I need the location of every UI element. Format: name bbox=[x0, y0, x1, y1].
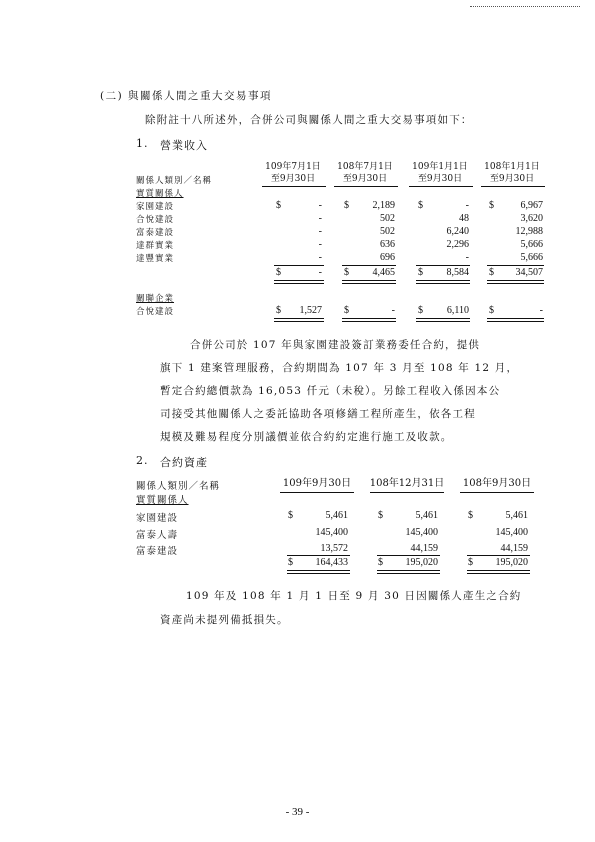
s1-cell: 5,666 bbox=[520, 239, 543, 250]
s2-dollar-sign: $ bbox=[288, 557, 293, 568]
s1-cell: 8,584 bbox=[446, 267, 469, 278]
s1-cell: 34,507 bbox=[515, 267, 543, 278]
s2-number: 2. bbox=[136, 454, 149, 467]
s1-dollar-sign: $ bbox=[344, 267, 349, 278]
s1-cell: - bbox=[318, 267, 322, 278]
s2-dollar-sign: $ bbox=[378, 557, 383, 568]
s1-row-name: 達群實業 bbox=[136, 241, 175, 251]
intro-text: 除附註十八所述外，合併公司與關係人間之重大交易事項如下： bbox=[145, 114, 473, 126]
s2-title: 合約資產 bbox=[160, 456, 208, 469]
s2-row-name: 富泰建設 bbox=[136, 546, 179, 557]
s2-dollar-sign: $ bbox=[468, 510, 473, 521]
s1-paragraph-line: 暫定合約總價款為 16,053 仟元（未稅）。另餘工程收入係因本公 bbox=[160, 385, 501, 397]
s2-cell: 145,400 bbox=[315, 527, 348, 538]
s2-cell: 44,159 bbox=[500, 543, 528, 554]
s1-assoc-double-rule bbox=[487, 318, 544, 322]
page-number: - 39 - bbox=[285, 806, 310, 818]
s1-total-double-rule bbox=[487, 280, 544, 284]
s2-paragraph-line: 資產尚未提列備抵損失。 bbox=[160, 614, 289, 626]
s2-row-name: 富泰人壽 bbox=[136, 530, 179, 541]
s2-cell: 13,572 bbox=[320, 543, 348, 554]
s1-paragraph-line: 司接受其他關係人之委託協助各項修繕工程所產生，依各工程 bbox=[160, 408, 476, 420]
s1-paragraph-line: 合併公司於 107 年與家園建設簽訂業務委任合約，提供 bbox=[190, 339, 481, 351]
s2-dollar-sign: $ bbox=[288, 510, 293, 521]
s2-header-label: 關係人類別／名稱 bbox=[136, 481, 221, 492]
s2-col-rule-1 bbox=[280, 492, 354, 493]
s2-cell: 44,159 bbox=[410, 543, 438, 554]
s2-dollar-sign: $ bbox=[468, 557, 473, 568]
s1-cell: 48 bbox=[459, 213, 469, 224]
s1-dollar-sign: $ bbox=[489, 267, 494, 278]
s2-group1-label: 實質關係人 bbox=[136, 495, 189, 506]
s1-col-header-1: 109年7月1日 至9月30日 bbox=[265, 162, 321, 184]
s1-row-name: 富泰建設 bbox=[136, 228, 175, 238]
s1-col-rule-4 bbox=[481, 186, 545, 187]
s2-sum-rule bbox=[287, 555, 350, 556]
s1-assoc-double-rule bbox=[416, 318, 470, 322]
s1-total-double-rule bbox=[274, 280, 324, 284]
s1-group2-label: 關聯企業 bbox=[136, 294, 175, 304]
s1-cell: 2,296 bbox=[446, 239, 469, 250]
s2-col-header-1: 109年9月30日 bbox=[282, 478, 352, 489]
s1-col-header-4: 108年1月1日 至9月30日 bbox=[484, 162, 540, 184]
s1-dollar-sign: $ bbox=[489, 305, 494, 316]
s1-col-header-2: 108年7月1日 至9月30日 bbox=[337, 162, 393, 184]
s2-total-double-rule bbox=[467, 570, 530, 574]
s1-dollar-sign: $ bbox=[418, 267, 423, 278]
s2-dollar-sign: $ bbox=[378, 510, 383, 521]
top-dotted-rule bbox=[470, 6, 580, 7]
s1-dollar-sign: $ bbox=[276, 200, 281, 211]
s1-cell: - bbox=[318, 226, 322, 237]
s1-cell: 502 bbox=[380, 213, 395, 224]
s1-dollar-sign: $ bbox=[276, 267, 281, 278]
s1-cell: - bbox=[391, 305, 395, 316]
s2-paragraph-line: 109 年及 108 年 1 月 1 日至 9 月 30 日因關係人產生之合約 bbox=[186, 590, 522, 602]
s1-cell: 4,465 bbox=[372, 267, 395, 278]
s1-col-header-3: 109年1月1日 至9月30日 bbox=[412, 162, 468, 184]
s2-col-rule-2 bbox=[370, 492, 444, 493]
s1-row-name: 合悅建設 bbox=[136, 215, 175, 225]
s1-dollar-sign: $ bbox=[489, 200, 494, 211]
s1-cell: 2,189 bbox=[372, 200, 395, 211]
s1-cell: - bbox=[318, 252, 322, 263]
s2-sum-rule bbox=[377, 555, 440, 556]
s1-dollar-sign: $ bbox=[344, 200, 349, 211]
s1-cell: 3,620 bbox=[520, 213, 543, 224]
s1-group1-label: 實質關係人 bbox=[136, 189, 184, 199]
s1-cell: - bbox=[465, 200, 469, 211]
s1-sum-rule bbox=[416, 265, 470, 266]
s2-cell: 145,400 bbox=[495, 527, 528, 538]
s2-row-name: 家園建設 bbox=[136, 513, 179, 524]
s2-cell: 5,461 bbox=[415, 510, 438, 521]
s2-cell: 195,020 bbox=[495, 557, 528, 568]
s1-dollar-sign: $ bbox=[418, 200, 423, 211]
s1-cell: - bbox=[539, 305, 543, 316]
s1-cell: 6,110 bbox=[446, 305, 469, 316]
s1-cell: 502 bbox=[380, 226, 395, 237]
s1-row-name: 合悅建設 bbox=[136, 307, 175, 317]
s1-cell: 5,666 bbox=[520, 252, 543, 263]
s1-col-rule-3 bbox=[409, 186, 473, 187]
s1-paragraph-line: 規模及難易程度分別議價並依合約約定進行施工及收款。 bbox=[160, 431, 453, 443]
s2-total-double-rule bbox=[287, 570, 350, 574]
s1-cell: 6,967 bbox=[520, 200, 543, 211]
s1-number: 1. bbox=[136, 137, 149, 150]
s1-total-double-rule bbox=[416, 280, 470, 284]
s1-cell: - bbox=[318, 200, 322, 211]
s1-cell: - bbox=[318, 239, 322, 250]
s2-cell: 164,433 bbox=[315, 557, 348, 568]
s2-cell: 195,020 bbox=[405, 557, 438, 568]
s1-title: 營業收入 bbox=[160, 139, 208, 152]
s1-dollar-sign: $ bbox=[418, 305, 423, 316]
section-heading: (二) 與關係人間之重大交易事項 bbox=[100, 90, 273, 102]
s1-assoc-double-rule bbox=[342, 318, 396, 322]
s1-dollar-sign: $ bbox=[276, 305, 281, 316]
s1-cell: - bbox=[465, 252, 469, 263]
s1-sum-rule bbox=[274, 265, 324, 266]
s1-header-label: 關係人類別／名稱 bbox=[136, 176, 213, 186]
s1-assoc-double-rule bbox=[274, 318, 324, 322]
s2-sum-rule bbox=[467, 555, 530, 556]
s2-cell: 5,461 bbox=[505, 510, 528, 521]
s1-cell: 6,240 bbox=[446, 226, 469, 237]
s2-col-header-2: 108年12月31日 bbox=[369, 478, 445, 489]
s2-cell: 145,400 bbox=[405, 527, 438, 538]
s2-cell: 5,461 bbox=[325, 510, 348, 521]
s2-total-double-rule bbox=[377, 570, 440, 574]
s1-sum-rule bbox=[487, 265, 544, 266]
s1-cell: 1,527 bbox=[299, 305, 322, 316]
s1-dollar-sign: $ bbox=[344, 305, 349, 316]
s1-total-double-rule bbox=[342, 280, 396, 284]
s1-cell: 636 bbox=[380, 239, 395, 250]
s1-col-rule-1 bbox=[262, 186, 326, 187]
s1-cell: - bbox=[318, 213, 322, 224]
s1-cell: 696 bbox=[380, 252, 395, 263]
s2-col-header-3: 108年9月30日 bbox=[462, 478, 532, 489]
s1-row-name: 家園建設 bbox=[136, 202, 175, 212]
s1-paragraph-line: 旗下 1 建案管理服務，合約期間為 107 年 3 月至 108 年 12 月， bbox=[160, 362, 519, 374]
s1-row-name: 達豐實業 bbox=[136, 254, 175, 264]
s1-sum-rule bbox=[342, 265, 396, 266]
s1-col-rule-2 bbox=[334, 186, 398, 187]
s1-cell: 12,988 bbox=[515, 226, 543, 237]
s2-col-rule-3 bbox=[460, 492, 534, 493]
